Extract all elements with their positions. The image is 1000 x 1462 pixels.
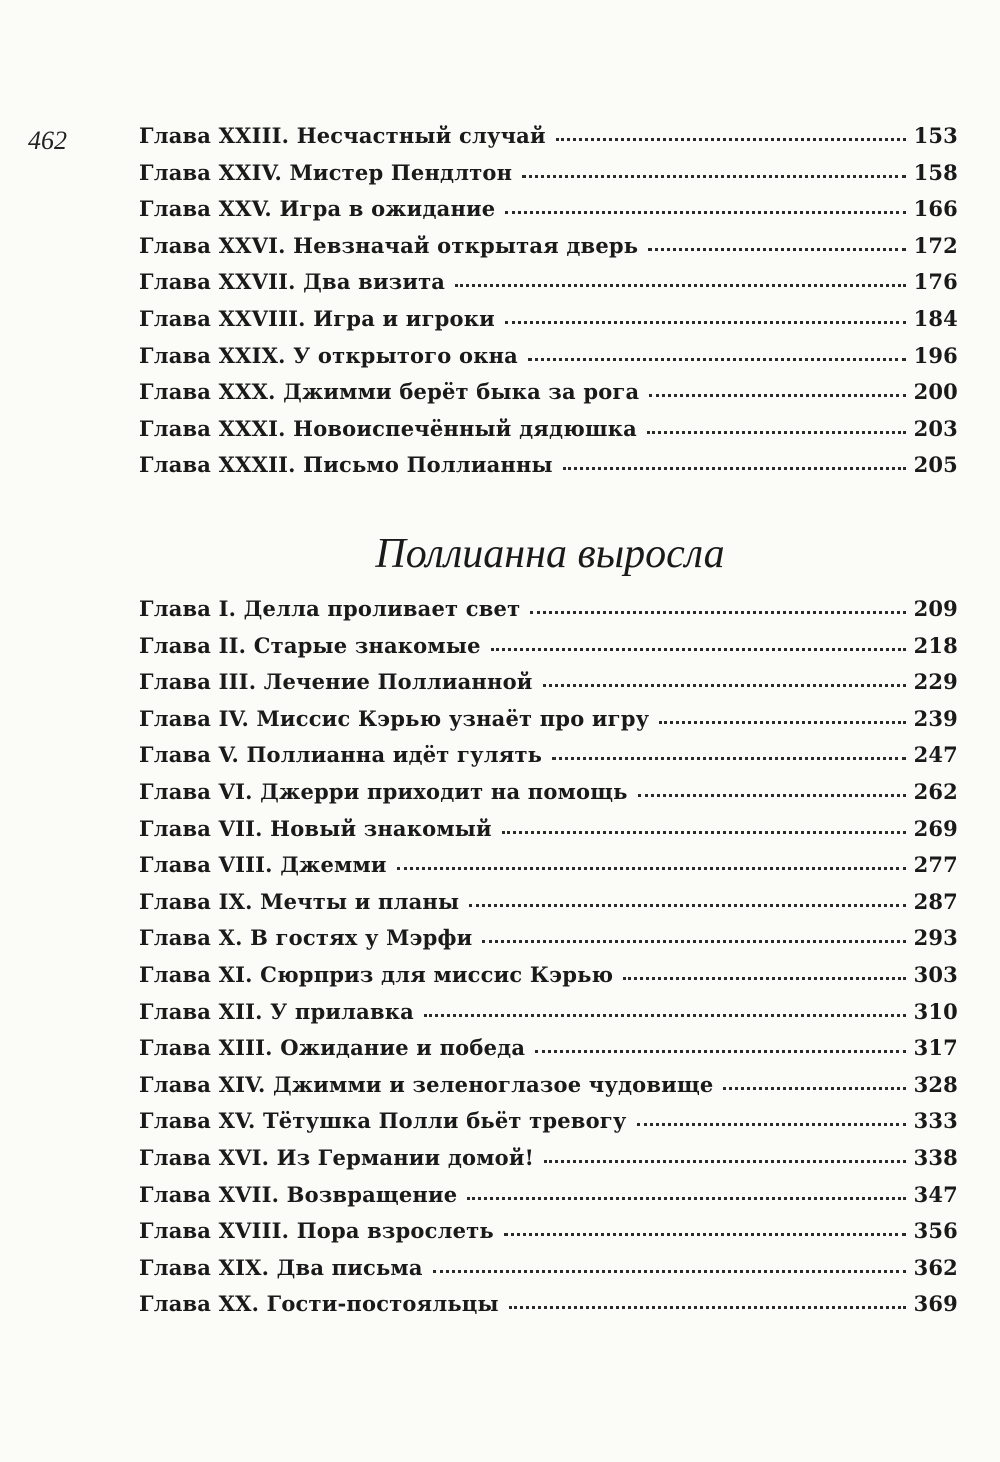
dot-leader xyxy=(623,977,905,980)
dot-leader xyxy=(556,138,906,141)
chapter-page: 247 xyxy=(913,742,958,768)
dot-leader xyxy=(491,648,906,651)
chapter-page: 287 xyxy=(913,888,958,914)
dot-leader xyxy=(467,1197,905,1200)
chapter-title: Глава XXXII. Письмо Поллианны xyxy=(139,452,553,478)
dot-leader xyxy=(424,1014,906,1017)
toc-entry[interactable] xyxy=(139,1255,958,1292)
toc-entry[interactable] xyxy=(139,1291,958,1328)
toc-entry[interactable] xyxy=(139,1108,958,1145)
chapter-title: Глава XVIII. Пора взрослеть xyxy=(139,1218,494,1244)
chapter-title: Глава XIV. Джимми и зеленоглазое чудовище xyxy=(139,1071,714,1097)
toc-entry[interactable] xyxy=(139,852,958,889)
chapter-page: 347 xyxy=(913,1181,958,1207)
dot-leader xyxy=(522,175,905,178)
toc-entry[interactable] xyxy=(139,343,958,380)
dot-leader xyxy=(504,1233,906,1236)
chapter-title: Глава X. В гостях у Мэрфи xyxy=(139,925,473,951)
toc-entry[interactable] xyxy=(139,999,958,1036)
chapter-page: 239 xyxy=(913,705,958,731)
chapter-title: Глава XXVI. Невзначай открытая дверь xyxy=(139,232,639,258)
toc-entry[interactable] xyxy=(139,196,958,233)
toc-part1 xyxy=(139,123,958,489)
toc-entry[interactable] xyxy=(139,306,958,343)
chapter-page: 200 xyxy=(913,379,958,405)
chapter-title: Глава II. Старые знакомые xyxy=(139,632,481,658)
chapter-page: 218 xyxy=(913,632,958,658)
dot-leader xyxy=(455,284,905,287)
dot-leader xyxy=(528,358,906,361)
dot-leader xyxy=(509,1306,906,1309)
toc-entry[interactable] xyxy=(139,379,958,416)
chapter-title: Глава XIX. Два письма xyxy=(139,1254,423,1280)
toc-entry[interactable] xyxy=(139,1072,958,1109)
dot-leader xyxy=(433,1270,906,1273)
toc-entry[interactable] xyxy=(139,742,958,779)
page-number: 462 xyxy=(28,126,67,155)
chapter-page: 362 xyxy=(913,1254,958,1280)
chapter-title: Глава IX. Мечты и планы xyxy=(139,888,460,914)
chapter-title: Глава XXIII. Несчастный случай xyxy=(139,123,546,148)
chapter-page: 333 xyxy=(913,1108,958,1134)
dot-leader xyxy=(505,321,906,324)
chapter-title: Глава I. Делла проливает свет xyxy=(139,596,521,621)
chapter-title: Глава XXX. Джимми берёт быка за рога xyxy=(139,379,640,405)
chapter-page: 369 xyxy=(913,1291,958,1317)
toc-entry[interactable] xyxy=(139,962,958,999)
chapter-page: 262 xyxy=(913,778,958,804)
dot-leader xyxy=(638,794,906,797)
chapter-title: Глава XVII. Возвращение xyxy=(139,1181,458,1207)
toc-entry[interactable] xyxy=(139,269,958,306)
toc-entry[interactable] xyxy=(139,669,958,706)
chapter-page: 310 xyxy=(913,998,958,1024)
chapter-page: 229 xyxy=(913,669,958,695)
chapter-title: Глава XVI. Из Германии домой! xyxy=(139,1144,535,1170)
chapter-page: 172 xyxy=(913,232,958,258)
chapter-title: Глава IV. Миссис Кэрью узнаёт про игру xyxy=(139,705,650,731)
toc-entry[interactable] xyxy=(139,925,958,962)
dot-leader xyxy=(649,394,905,397)
toc-entry[interactable] xyxy=(139,123,958,160)
chapter-title: Глава XXVIII. Игра и игроки xyxy=(139,305,495,331)
chapter-title: Глава VIII. Джемми xyxy=(139,852,387,878)
toc-entry[interactable] xyxy=(139,1218,958,1255)
toc-entry[interactable] xyxy=(139,452,958,489)
toc-entry[interactable] xyxy=(139,889,958,926)
chapter-page: 176 xyxy=(913,269,958,295)
dot-leader xyxy=(530,611,905,614)
chapter-page: 196 xyxy=(913,342,958,368)
chapter-page: 338 xyxy=(913,1144,958,1170)
chapter-title: Глава VI. Джерри приходит на помощь xyxy=(139,778,628,804)
chapter-title: Глава VII. Новый знакомый xyxy=(139,815,492,841)
toc-part2 xyxy=(139,596,958,1328)
chapter-title: Глава XX. Гости-постояльцы xyxy=(139,1291,499,1317)
toc-entry[interactable] xyxy=(139,706,958,743)
dot-leader xyxy=(544,1160,905,1163)
chapter-page: 184 xyxy=(913,305,958,331)
dot-leader xyxy=(659,721,905,724)
toc-entry[interactable] xyxy=(139,816,958,853)
dot-leader xyxy=(648,248,905,251)
chapter-title: Глава XXIX. У открытого окна xyxy=(139,342,518,368)
dot-leader xyxy=(397,867,906,870)
dot-leader xyxy=(647,431,906,434)
dot-leader xyxy=(535,1050,905,1053)
chapter-page: 158 xyxy=(913,159,958,185)
chapter-page: 205 xyxy=(913,452,958,478)
chapter-page: 209 xyxy=(913,596,958,621)
chapter-page: 203 xyxy=(913,415,958,441)
dot-leader xyxy=(637,1123,906,1126)
dot-leader xyxy=(502,831,906,834)
dot-leader xyxy=(552,757,905,760)
chapter-title: Глава XXXI. Новоиспечённый дядюшка xyxy=(139,415,637,441)
chapter-title: Глава XXIV. Мистер Пендлтон xyxy=(139,159,513,185)
chapter-title: Глава III. Лечение Поллианной xyxy=(139,669,533,695)
chapter-page: 277 xyxy=(913,852,958,878)
dot-leader xyxy=(563,467,906,470)
dot-leader xyxy=(505,211,905,214)
chapter-title: Глава XI. Сюрприз для миссис Кэрью xyxy=(139,961,614,987)
section-title: Поллианна выросла xyxy=(375,531,725,577)
dot-leader xyxy=(723,1087,905,1090)
dot-leader xyxy=(543,684,906,687)
toc-entry[interactable] xyxy=(139,160,958,197)
toc-entry[interactable] xyxy=(139,1035,958,1072)
toc-entry[interactable] xyxy=(139,1182,958,1219)
chapter-page: 293 xyxy=(913,925,958,951)
chapter-page: 166 xyxy=(913,196,958,222)
chapter-page: 328 xyxy=(913,1071,958,1097)
chapter-page: 356 xyxy=(913,1218,958,1244)
chapter-page: 317 xyxy=(913,1035,958,1061)
toc-entry[interactable] xyxy=(139,779,958,816)
toc-entry[interactable] xyxy=(139,633,958,670)
toc-entry[interactable] xyxy=(139,416,958,453)
dot-leader xyxy=(469,904,905,907)
toc-entry[interactable] xyxy=(139,596,958,633)
toc-entry[interactable] xyxy=(139,233,958,270)
chapter-title: Глава V. Поллианна идёт гулять xyxy=(139,742,543,768)
chapter-page: 153 xyxy=(913,123,958,148)
chapter-page: 303 xyxy=(913,961,958,987)
dot-leader xyxy=(482,940,905,943)
chapter-title: Глава XXVII. Два визита xyxy=(139,269,446,295)
chapter-title: Глава XII. У прилавка xyxy=(139,998,414,1024)
chapter-title: Глава XV. Тётушка Полли бьёт тревогу xyxy=(139,1108,627,1134)
chapter-page: 269 xyxy=(913,815,958,841)
toc-entry[interactable] xyxy=(139,1145,958,1182)
chapter-title: Глава XIII. Ожидание и победа xyxy=(139,1035,526,1061)
chapter-title: Глава XXV. Игра в ожидание xyxy=(139,196,496,222)
